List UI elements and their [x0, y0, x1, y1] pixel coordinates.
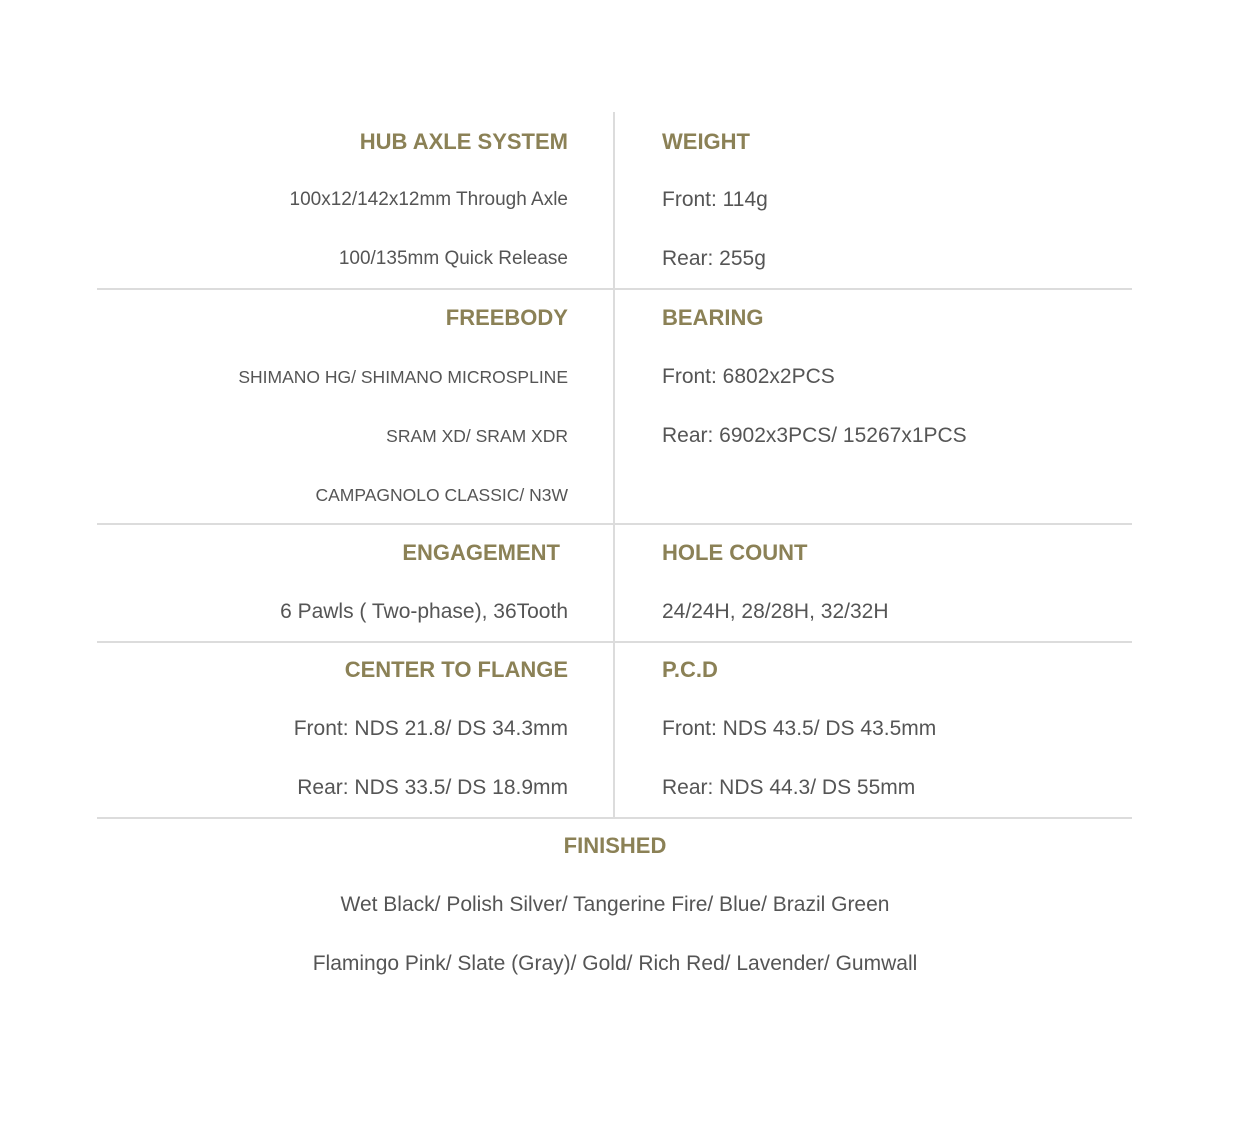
bearing-front: Front: 6802x2PCS: [662, 365, 835, 388]
weight-rear: Rear: 255g: [662, 247, 766, 270]
weight-front: Front: 114g: [662, 188, 768, 211]
column-divider-4: [613, 643, 615, 817]
bearing-heading: BEARING: [662, 305, 764, 330]
engagement-heading: ENGAGEMENT: [402, 540, 560, 565]
pcd-heading: P.C.D: [662, 657, 718, 682]
pcd-front: Front: NDS 43.5/ DS 43.5mm: [662, 717, 937, 740]
hole-count-value: 24/24H, 28/28H, 32/32H: [662, 600, 889, 623]
column-divider-2: [613, 290, 615, 523]
freebody-heading: FREEBODY: [445, 305, 568, 330]
weight-heading: WEIGHT: [662, 129, 750, 154]
hub-axle-value-1: 100x12/142x12mm Through Axle: [289, 189, 568, 210]
row-divider-4: [97, 817, 1132, 819]
freebody-value-2: SRAM XD/ SRAM XDR: [386, 426, 568, 446]
engagement-value: 6 Pawls ( Two-phase), 36Tooth: [280, 600, 568, 623]
pcd-rear: Rear: NDS 44.3/ DS 55mm: [662, 776, 916, 799]
center-to-flange-heading: CENTER TO FLANGE: [344, 657, 568, 682]
hub-axle-value-2: 100/135mm Quick Release: [338, 248, 568, 269]
freebody-value-1: SHIMANO HG/ SHIMANO MICROSPLINE: [238, 367, 568, 387]
hub-axle-heading: HUB AXLE SYSTEM: [359, 129, 568, 154]
finished-colors-2: Flamingo Pink/ Slate (Gray)/ Gold/ Rich Red/ Lavender/ Gumwall: [312, 952, 918, 975]
center-to-flange-rear: Rear: NDS 33.5/ DS 18.9mm: [297, 776, 568, 799]
finished-colors-1: Wet Black/ Polish Silver/ Tangerine Fire/ Blue/ Brazil Green: [340, 893, 890, 916]
center-to-flange-front: Front: NDS 21.8/ DS 34.3mm: [293, 717, 568, 740]
column-divider-3: [613, 525, 615, 641]
finished-heading: FINISHED: [563, 833, 667, 858]
freebody-value-3: CAMPAGNOLO CLASSIC/ N3W: [315, 485, 568, 505]
hole-count-heading: HOLE COUNT: [662, 540, 808, 565]
bearing-rear: Rear: 6902x3PCS/ 15267x1PCS: [662, 424, 967, 447]
column-divider-1: [613, 112, 615, 289]
